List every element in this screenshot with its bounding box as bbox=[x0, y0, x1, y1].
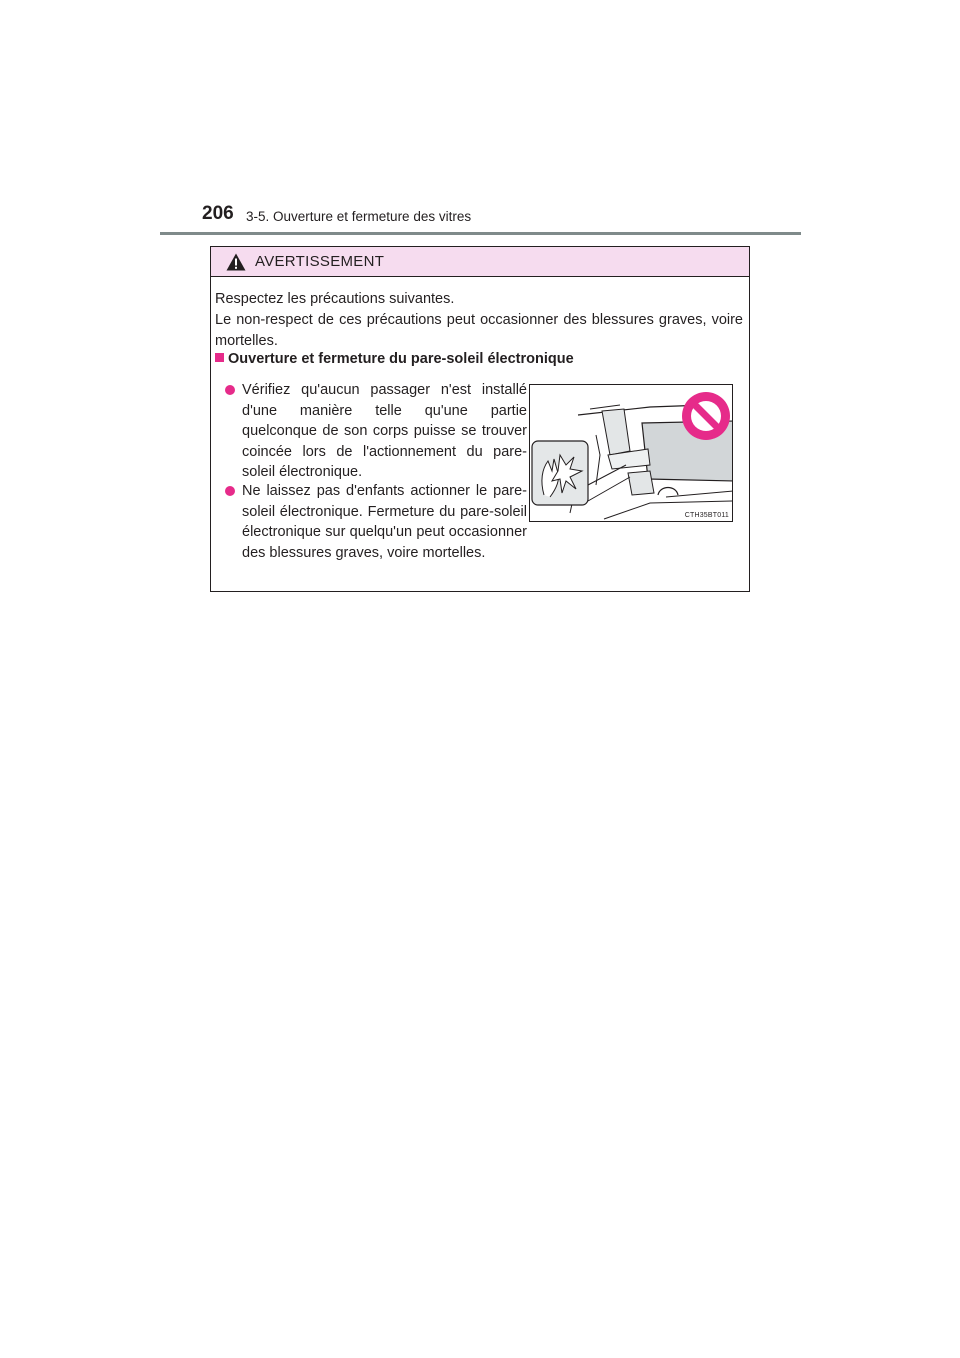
intro-line-2: Le non-respect de ces précautions peut occasionner des blessures graves, voire mortelles. bbox=[215, 312, 743, 349]
bullet-item bbox=[225, 380, 527, 483]
subheading bbox=[215, 351, 574, 367]
round-bullet-icon bbox=[225, 486, 235, 496]
sunshade-drawing bbox=[530, 385, 733, 522]
figure-code: CTH35BT011 bbox=[684, 512, 729, 519]
bullet-item bbox=[225, 481, 527, 563]
warning-title: AVERTISSEMENT bbox=[255, 253, 385, 270]
header-rule bbox=[160, 232, 801, 235]
leader-line bbox=[588, 477, 630, 501]
grab-handle bbox=[658, 488, 678, 496]
roof-line bbox=[590, 405, 620, 409]
section-title: 3-5. Ouverture et fermeture des vitres bbox=[246, 209, 472, 224]
roof-line bbox=[596, 435, 600, 485]
round-bullet-icon bbox=[225, 385, 235, 395]
console bbox=[602, 409, 630, 455]
warning-triangle-icon bbox=[226, 253, 246, 271]
console bbox=[628, 471, 654, 495]
page-number: 206 bbox=[202, 203, 234, 224]
warning-intro bbox=[215, 289, 743, 352]
roof-line bbox=[666, 491, 733, 497]
bullet-text: Ne laissez pas d'enfants actionner le pare-soleil électronique. Fermeture du pare-soleil électronique sur quelqu'un peut occasionner des blessures graves, voire mortelles. bbox=[242, 483, 527, 561]
subheading-text: Ouverture et fermeture du pare-soleil électronique bbox=[228, 351, 574, 367]
bullet-text: Vérifiez qu'aucun passager n'est installé d'une manière telle qu'une partie quelconque de son corps puisse se trouver coincée lors de l'actionnement du pare-soleil électronique. bbox=[242, 382, 527, 480]
warning-header bbox=[211, 247, 749, 277]
intro-line-1: Respectez les précautions suivantes. bbox=[215, 291, 455, 307]
warning-box bbox=[210, 246, 750, 592]
square-bullet-icon bbox=[215, 353, 224, 362]
sunshade-illustration bbox=[529, 384, 733, 522]
